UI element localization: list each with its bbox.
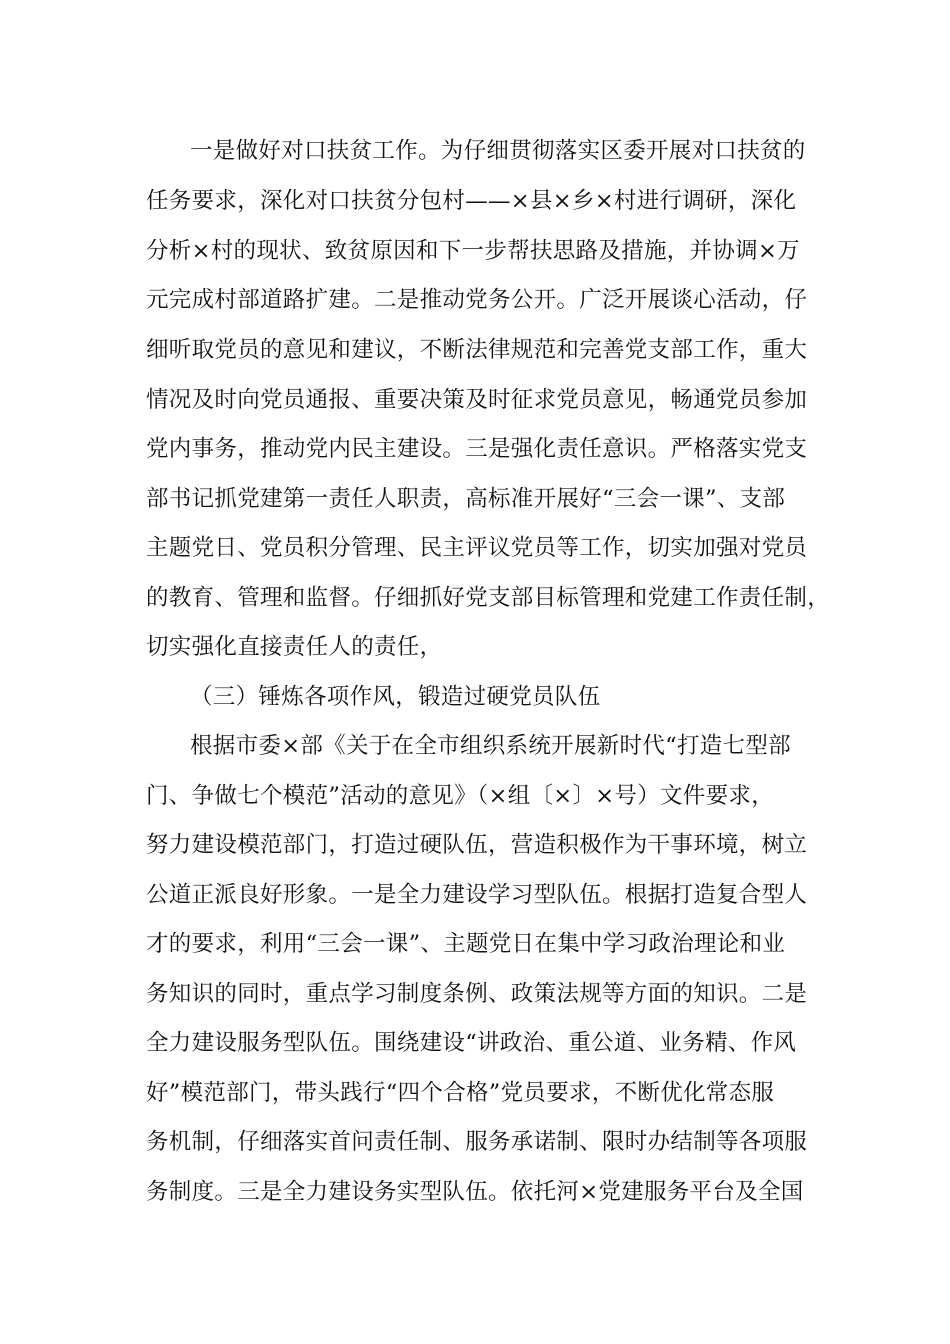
paragraph-line: 努力建设模范部门，打造过硬队伍，营造积极作为干事环境，树立	[146, 832, 808, 858]
paragraph-line: 门、争做七个模范”活动的意见》（×组〔×〕×号）文件要求，	[146, 783, 775, 809]
paragraph-line: 切实强化直接责任人的责任，	[146, 634, 443, 660]
paragraph-line: 分析×村的现状、致贫原因和下一步帮扶思路及措施，并协调×万	[146, 238, 800, 264]
paragraph-line: 务机制，仔细落实首问责任制、服务承诺制、限时办结制等各项服	[146, 1129, 808, 1155]
paragraph-line: 情况及时向党员通报、重要决策及时征求党员意见，畅通党员参加	[146, 387, 808, 413]
paragraph-line: 党内事务，推动党内民主建设。三是强化责任意识。严格落实党支	[146, 436, 808, 462]
paragraph-line: 公道正派良好形象。一是全力建设学习型队伍。根据打造复合型人	[146, 882, 808, 908]
paragraph-line: 部书记抓党建第一责任人职责，高标准开展好“三会一课”、支部	[146, 486, 786, 512]
paragraph-line: 根据市委×部《关于在全市组织系统开展新时代“打造七型部	[190, 733, 791, 759]
paragraph-line: 主题党日、党员积分管理、民主评议党员等工作，切实加强对党员	[146, 535, 808, 561]
paragraph-line: 务知识的同时，重点学习制度条例、政策法规等方面的知识。二是	[146, 981, 808, 1007]
paragraph-line: 好”模范部门，带头践行“四个合格”党员要求，不断优化常态服	[146, 1080, 775, 1106]
paragraph-line: 元完成村部道路扩建。二是推动党务公开。广泛开展谈心活动，仔	[146, 287, 808, 313]
paragraph-line: 的教育、管理和监督。仔细抓好党支部目标管理和党建工作责任制，	[146, 585, 831, 611]
paragraph-line: 任务要求，深化对口扶贫分包村——×县×乡×村进行调研，深化	[146, 188, 797, 214]
section-heading: （三）锤炼各项作风，锻造过硬党员队伍	[190, 684, 601, 710]
paragraph-line: 一是做好对口扶贫工作。为仔细贯彻落实区委开展对口扶贫的	[190, 138, 806, 164]
paragraph-line: 全力建设服务型队伍。围绕建设“讲政治、重公道、业务精、作风	[146, 1030, 797, 1056]
paragraph-line: 细听取党员的意见和建议，不断法律规范和完善党支部工作，重大	[146, 337, 808, 363]
paragraph-line: 务制度。三是全力建设务实型队伍。依托河×党建服务平台及全国	[146, 1179, 804, 1205]
paragraph-line: 才的要求，利用“三会一课”、主题党日在集中学习政治理论和业	[146, 931, 786, 957]
